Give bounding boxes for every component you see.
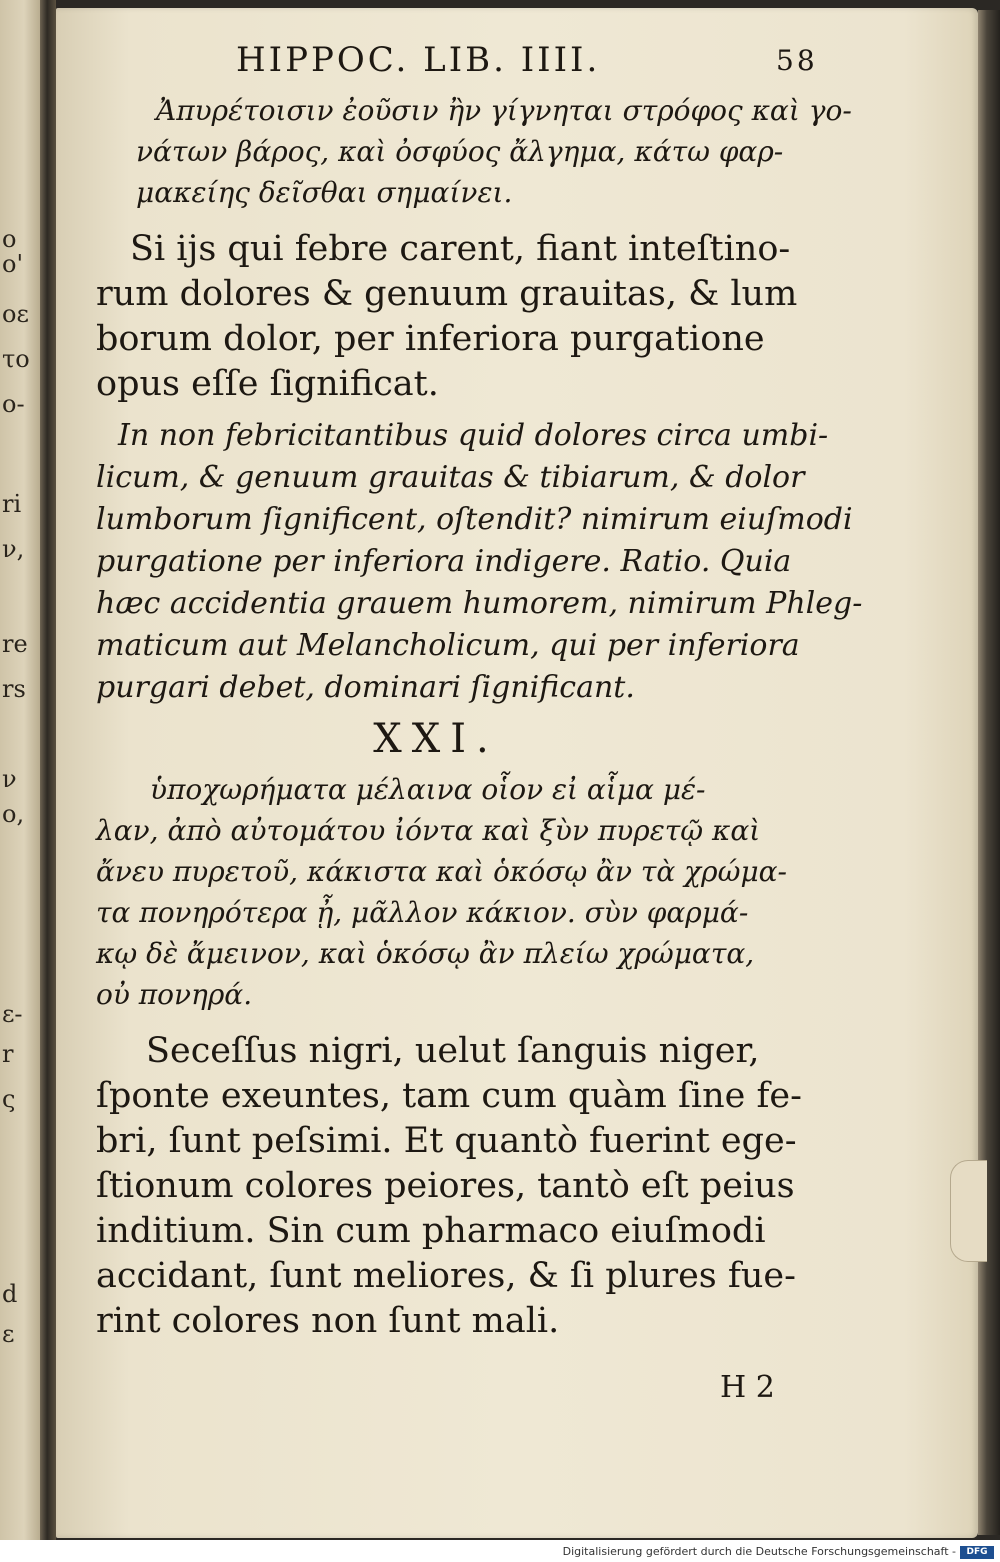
margin-fragment: το (2, 345, 30, 373)
latin-line: rint colores non ſunt mali. (96, 1301, 560, 1341)
latin-line: Si ijs qui febre carent, fiant inteſtino- (130, 229, 791, 269)
footer-credit: Digitalisierung gefördert durch die Deutsche Forschungsgemeinschaft - (562, 1545, 956, 1558)
margin-fragment: re (2, 630, 28, 658)
greek-line: οὐ πονηρά. (96, 978, 253, 1011)
margin-fragment: ο, (2, 800, 25, 828)
commentary-line: purgari debet, dominari ſignificant. (96, 670, 635, 705)
margin-fragment: ν (2, 765, 17, 793)
commentary-line: licum, & genuum grauitas & tibiarum, & dolor (96, 460, 805, 495)
commentary-line: hæc accidentia grauem humorem, nimirum Phleg- (96, 586, 863, 621)
page-header (96, 40, 836, 88)
latin-line: rum dolores & genuum grauitas, & lum (96, 274, 798, 314)
margin-fragment: rs (2, 675, 26, 703)
latin-line: opus eſſe ſignificat. (96, 364, 439, 404)
commentary-line: In non febricitantibus quid dolores circa umbi- (118, 418, 829, 453)
latin-line: bri, ſunt peſsimi. Et quantò fuerint ege- (96, 1121, 797, 1161)
margin-fragment: r (2, 1040, 14, 1068)
greek-line: Ἀπυρέτοισιν ἐοῦσιν ἢν γίγνηται στρόφος καὶ γο- (156, 94, 852, 127)
greek-line: ὑποχωρήματα μέλαινα οἷον εἰ αἷμα μέ- (150, 773, 706, 806)
aphorism-20-commentary (96, 415, 863, 709)
latin-line: borum dolor, per inferiora purgatione (96, 319, 765, 359)
greek-line: νάτων βάρος, καὶ ὀσφύος ἄλγημα, κάτω φαρ- (136, 135, 784, 168)
aphorism-21-latin (96, 1029, 836, 1344)
dfg-logo: DFG (960, 1546, 994, 1559)
greek-line: τα πονηρότερα ᾖ, μᾶλλον κάκιον. σὺν φαρμά- (96, 896, 749, 929)
page-tab (950, 1160, 987, 1262)
aphorism-21-greek (96, 769, 836, 1015)
latin-line: Seceſſus nigri, uelut ſanguis niger, (146, 1031, 760, 1071)
latin-line: ſtionum colores peiores, tantò eſt peius (96, 1166, 795, 1206)
book-gutter (40, 0, 56, 1540)
page-block-edge (978, 10, 1000, 1535)
margin-fragment: ri (2, 490, 22, 518)
greek-line: λαν, ἀπὸ αὐτομάτου ἰόντα καὶ ξὺν πυρετῷ καὶ (96, 814, 761, 847)
folio-number: 58 (776, 44, 818, 77)
digitization-footer (0, 1540, 1000, 1562)
margin-fragment: d (2, 1280, 18, 1308)
margin-fragment: ν, (2, 535, 25, 563)
greek-line: ἄνευ πυρετοῦ, κάκιστα καὶ ὁκόσῳ ἂν τὰ χρώμα- (96, 855, 788, 888)
commentary-line: purgatione per inferiora indigere. Ratio. Quia (96, 544, 792, 579)
aphorism-20-latin (96, 227, 836, 407)
margin-fragment: ο (2, 225, 17, 253)
margin-fragment: οε (2, 300, 29, 328)
greek-line: μακείης δεῖσθαι σημαίνει. (136, 176, 513, 209)
margin-fragment: ε- (2, 1000, 23, 1028)
latin-line: accidant, ſunt meliores, & ſi plures fue- (96, 1256, 796, 1296)
commentary-line: maticum aut Melancholicum, qui per inferiora (96, 628, 800, 663)
greek-line: κῳ δὲ ἄμεινον, καὶ ὁκόσῳ ἂν πλείω χρώματα, (96, 937, 755, 970)
latin-line: ſponte exeuntes, tam cum quàm ſine fe- (96, 1076, 802, 1116)
aphorism-21-number: XXI. (373, 716, 499, 762)
commentary-line: lumborum ſignificent, oſtendit? nimirum eiuſmodi (96, 502, 853, 537)
margin-fragment: ς (2, 1085, 16, 1113)
margin-fragment: ε (2, 1320, 15, 1348)
margin-fragment: ο' (2, 250, 24, 278)
latin-line: inditium. Sin cum pharmaco eiuſmodi (96, 1211, 766, 1251)
aphorism-20-greek (96, 90, 852, 213)
signature-mark: H 2 (720, 1370, 775, 1405)
page-content (96, 40, 863, 1344)
previous-page-margin-text (0, 0, 40, 1540)
margin-fragment: ο- (2, 390, 25, 418)
running-title: HIPPOC. LIB. IIII. (236, 40, 601, 80)
